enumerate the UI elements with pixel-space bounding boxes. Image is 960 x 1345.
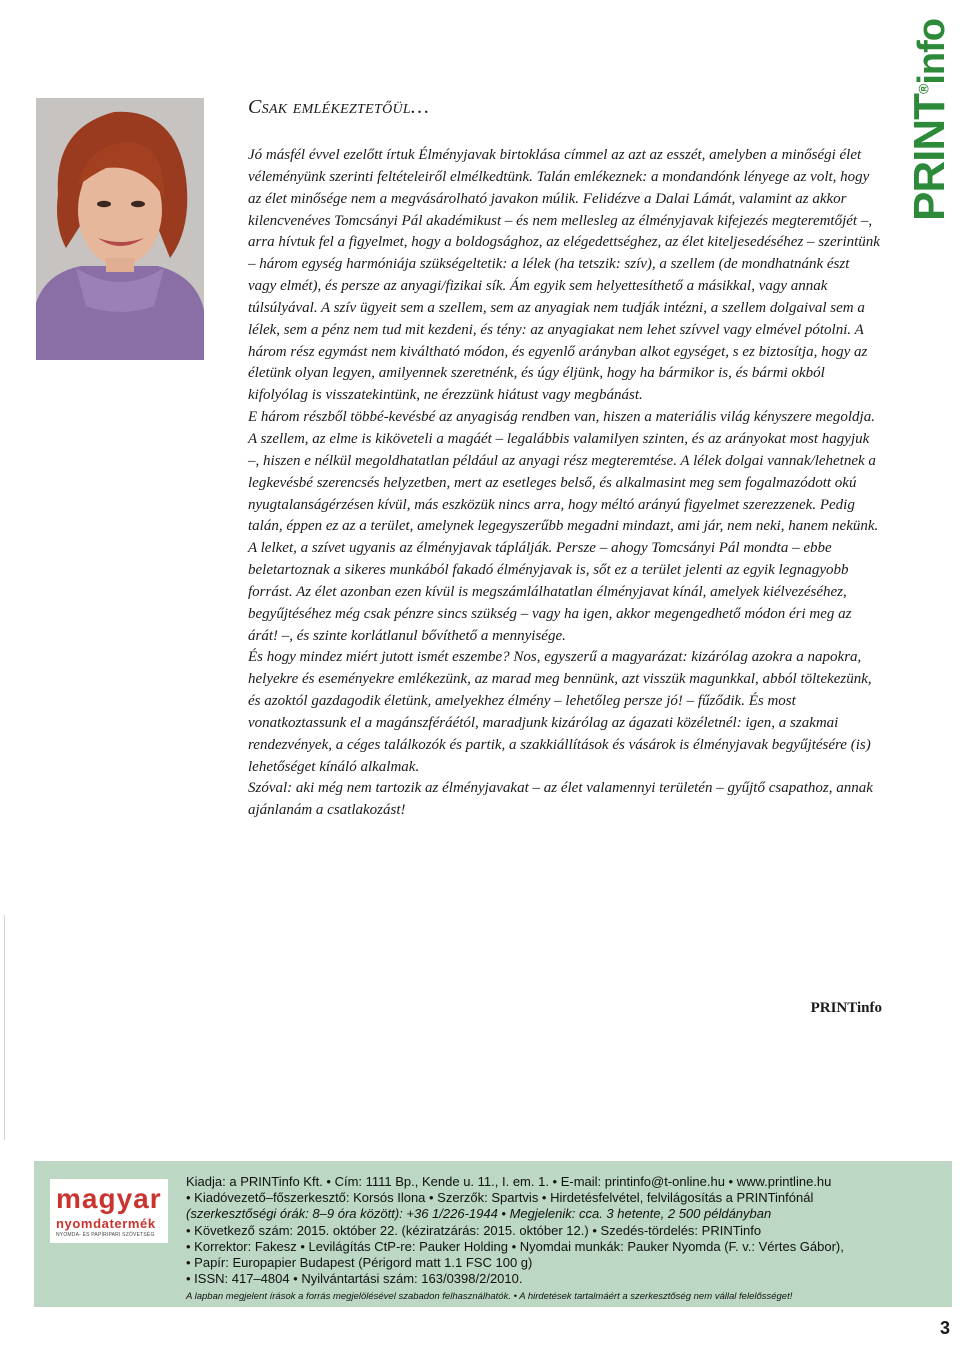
article-signature: PRINTinfo xyxy=(810,1000,882,1016)
imprint-line-5: • Korrektor: Fakesz • Levilágítás CtP-re: Pauker Holding • Nyomdai munkák: Pauker Nyomda (F. v.: Vértes Gábor), xyxy=(186,1238,844,1254)
article-paragraph-2: E három részből többé-kevésbé az anyagiság rendben van, hiszen a materiális világ kényszere megoldja. A szellem, az elme is kiköveteli a magáét – legalábbis valamilyen szinten, és az arányokat most hagyjuk –, hiszen e nélkül megoldhatatlan például az anyagi rész megteremtése. A lélek dolgai vannak/lehetnek a legkevésbé szerencsés helyzetben, mert az esetleges belső, és alkalmasint meg sem fogalmazódott okú nyugtalanságérzésen kívül, más eszközük nincs arra, hogy méltó arányú figyelmet szerezzenek. Pedig talán, éppen ez az a terület, amelynek legegyszerűbb megadni mindazt, ami jár, nem neki, hanem nekünk. A lelket, a szívet ugyanis az élményjavak táplálják. Persze – ahogy Tomcsányi Pál mondta – ebbe beletartoznak a sikeres munkából fakadó élményjavak is, sőt ez a terület jelenti az egyik legnagyobb forrást. Az élet azonban ezen kívül is megszámlálhatatlan élményjavat kínál, amelyek kiélvezéséhez, begyűjtéséhez még csak pénzre sincs szükség – vagy ha igen, akkor megengedhető módon éri meg az árát! –, és szinte korlátlanul bővíthető a mennyisége. xyxy=(248,409,879,644)
imprint-line-4: • Következő szám: 2015. október 22. (kéziratzárás: 2015. október 12.) • Szedés-tördelés: PRINTinfo xyxy=(186,1222,762,1238)
portrait-illustration xyxy=(36,98,204,360)
imprint-line-2: • Kiadóvezető–főszerkesztő: Korsós Ilona • Szerzők: Spartvis • Hirdetésfelvétel, felvilágosítás a PRINTinfónál xyxy=(186,1190,814,1206)
article-paragraph-4: Szóval: aki még nem tartozik az élményjavakat – az élet valamennyi területén – gyűjtő csapathoz, annak ajánlanám a csatlakozást! xyxy=(248,780,873,819)
imprint-line-1: Kiadja: a PRINTinfo Kft. • Cím: 1111 Bp., Kende u. 11., I. em. 1. • E-mail: printinfo@t-online.hu • www.printline.hu xyxy=(186,1174,832,1189)
article-paragraph-1: Jó másfél évvel ezelőtt írtuk Élményjavak birtoklása címmel az azt az esszét, amelyben a minőségi élet véleményünk szerinti feltételeiről elmélkedtünk. Talán emlékeznek: a mondandónk lényege az volt, hogy az élet minősége nem a megvásárolható javakon múlik. Felidézve a Dalai Lámát, valamint az akkor kilencvenéves Tomcsányi Pál akadémikust – és nem mellesleg az élményjavak kifejezés megteremtőjét –, arra hívtuk fel a figyelmet, hogy a boldogsághoz, az elégedettséghez, az élet kiteljesedéséhez – szerintünk – három egység harmóniája szükségeltetik: a lélek (ha tetszik: szív), a szellem (de mondhatnánk észt vagy elmét), és persze az anyagi/fizikai sík. Ám egyik sem helyettesíthető a másikkal, vagy annak túlsúlyával. A szív ügyeit sem a szellem, sem az anyagiak nem tudják intézni, a szellem dolgaival sem a lélek, sem a pénz nem tud mit kezdeni, és tény: az anyagiakat nem lehet szívvel vagy elmével pótolni. A három rész egymást nem kiváltható módon, és egyenlő arányban alkot egységet, s ez biztosítja, hogy az életünk olyan legyen, amilyennek szeretnénk, és úgy éljünk, hogy ha bármikor is, és bármi okból kifolyólag is visszatekintünk, ne érezzünk hiátust vagy megbánást. xyxy=(248,147,880,404)
brand-registered-mark: ® xyxy=(915,84,932,94)
imprint-text xyxy=(186,1174,946,1306)
printinfo-brand-logo xyxy=(903,4,957,236)
imprint-line-7: • ISSN: 417–4804 • Nyilvántartási szám: 163/0398/2/2010. xyxy=(186,1271,523,1287)
margin-rule xyxy=(4,915,5,1140)
editorial-article xyxy=(248,96,880,822)
logo-line-magyar: magyar xyxy=(56,1183,162,1214)
author-portrait xyxy=(36,98,204,360)
article-body xyxy=(248,145,880,822)
brand-name: PRINT xyxy=(905,93,954,221)
brand-tail: info xyxy=(911,19,953,85)
article-paragraph-3: És hogy mindez miért jutott ismét eszembe? Nos, egyszerű a magyarázat: kizárólag azokra a napokra, helyekre és eseményekre emlékezünk, az marad meg bennünk, azt visszük magunkkal, abból töltekezünk, és azoktól gazdagodik életünk, amelyekhez élmény – lehetőleg persze jó! – fűződik. És most vonatkoztassunk el a magánszféráétól, maradjunk kizárólag az ágazati közéletnél: igen, a szakmai rendezvények, a céges találkozók és partik, a szakkiállítások és vásárok is élményjavak begyűjtésére (is) lehetőséget kínáló alkalmak. xyxy=(248,649,872,775)
imprint-line-6: • Papír: Europapier Budapest (Périgord matt 1.1 FSC 100 g) xyxy=(186,1255,533,1271)
magyar-nyomdatermek-logo xyxy=(50,1179,168,1243)
logo-line-nyomdatermek: nyomdatermék xyxy=(56,1216,156,1231)
logo-line-szovetseg: NYOMDA- ÉS PAPÍRIPARI SZÖVETSÉG xyxy=(56,1232,155,1238)
imprint-disclaimer: A lapban megjelent írások a forrás megjelölésével szabadon felhasználhatók. • A hirdetések tartalmáért a szerkesztőség nem vállal felelősséget! xyxy=(186,1291,793,1303)
imprint-line-3: (szerkesztőségi órák: 8–9 óra között): +36 1/226-1944 • Megjelenik: cca. 3 hetente, 2 500 példányban xyxy=(186,1206,772,1222)
article-heading: Csak emlékeztetőül… xyxy=(248,96,430,118)
page-number: 3 xyxy=(939,1318,950,1338)
imprint-footer xyxy=(34,1161,952,1307)
